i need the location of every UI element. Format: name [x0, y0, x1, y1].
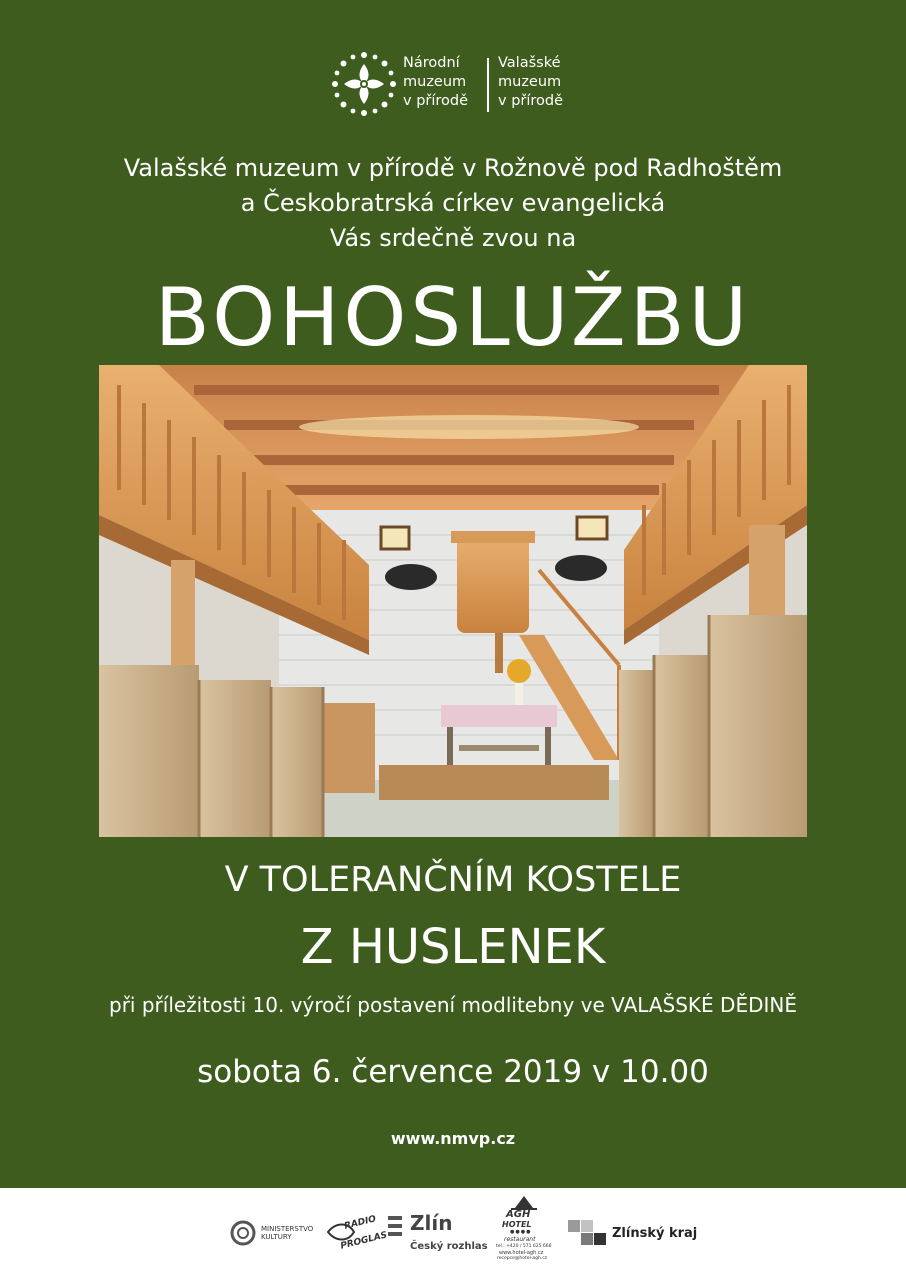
cesky-rozhlas-icon: [388, 1216, 404, 1236]
logo-divider: [487, 58, 489, 112]
cesky-rozhlas-zlin-logo: Zlín Český rozhlas: [388, 1214, 488, 1258]
occasion-text: při příležitosti 10. výročí postavení modlitebny ve VALAŠSKÉ DĚDINĚ: [109, 993, 797, 1017]
church-interior-photo: [99, 365, 807, 837]
agh-hotel-logo: AGH HOTEL ●●●● restaurant tel.: +420 / 571 625 666 www.hotel-agh.cz recepce@hotel-agh.cz: [494, 1196, 554, 1268]
museum-logo: [332, 52, 592, 116]
invitation-text: [0, 151, 906, 256]
intro-line: Valašské muzeum v přírodě v Rožnově pod Radhoštěm: [123, 154, 783, 182]
zlinsky-kraj-logo: Zlínský kraj: [568, 1218, 698, 1250]
hotel-tower-icon: [511, 1196, 537, 1210]
zlinsky-kraj-icon: [568, 1220, 606, 1246]
hotel-stars: ●●●●: [510, 1229, 532, 1235]
ministry-logo: MINISTERSTVO KULTURY: [230, 1218, 320, 1250]
radio-proglas-logo: RADIO PROGLAS: [326, 1214, 386, 1254]
website-link[interactable]: www.nmvp.cz: [390, 1129, 516, 1148]
location-line-1: V TOLERANČNÍM KOSTELE: [224, 860, 682, 900]
location-line-2: Z HUSLENEK: [300, 919, 606, 975]
event-title: BOHOSLUŽBU: [154, 271, 752, 364]
intro-line: Vás srdečně zvou na: [329, 224, 577, 252]
partner-logos: [0, 1188, 906, 1280]
nmvp-logo-icon: [332, 52, 396, 116]
event-date: sobota 6. července 2019 v 10.00: [197, 1054, 709, 1090]
intro-line: a Českobratrská církev evangelická: [240, 189, 666, 217]
logo-text-wallachian: Valašské muzeum v přírodě: [498, 55, 564, 109]
logo-text-national: Národní muzeum v přírodě: [403, 55, 469, 109]
ministry-icon: [230, 1220, 256, 1246]
